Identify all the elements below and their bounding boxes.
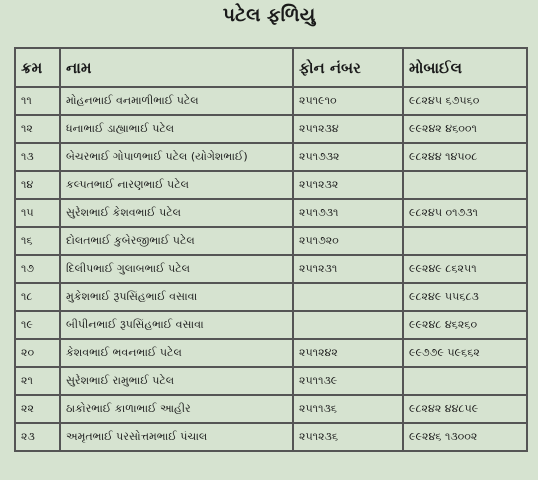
- cell-mobile: ૯૮૨૪૯ ૫૫૬૮૩: [403, 283, 527, 311]
- page-title: પટેલ ફળિયુ: [222, 4, 316, 26]
- table-row: [15, 199, 527, 227]
- table-row: [15, 395, 527, 423]
- cell-name: દિલીપભાઈ ગુલાબભાઈ પટેલ: [60, 255, 293, 283]
- cell-name: દોલતભાઈ કુબેરજીભાઈ પટેલ: [60, 227, 293, 255]
- cell-serial: ૨૩: [15, 423, 60, 451]
- table-row: [15, 143, 527, 171]
- cell-serial: ૧૫: [15, 199, 60, 227]
- table-row: [15, 171, 527, 199]
- cell-serial: ૨૦: [15, 339, 60, 367]
- cell-mobile: ૯૮૨૪૨ ૪૪૮૫૯: [403, 395, 527, 423]
- cell-phone: ૨૫૧૭૩૧: [293, 199, 403, 227]
- cell-name: સુરેશભાઈ કેશવભાઈ પટેલ: [60, 199, 293, 227]
- cell-phone: ૨૫૧૨૩૧: [293, 255, 403, 283]
- cell-serial: ૧૨: [15, 115, 60, 143]
- cell-name: અમૃતભાઈ પરસોત્તમભાઈ પંચાલ: [60, 423, 293, 451]
- cell-name: કેશવભાઈ ભવનભાઈ પટેલ: [60, 339, 293, 367]
- cell-mobile: ૯૯૭૭૯ ૫૯૬૬૨: [403, 339, 527, 367]
- cell-mobile: ૯૮૨૪૫ ૬૭૫૬૦: [403, 87, 527, 115]
- cell-phone: [293, 283, 403, 311]
- cell-phone: ૨૫૧૨૪૨: [293, 339, 403, 367]
- cell-mobile: ૯૯૨૪૬ ૧૩૦૦૨: [403, 423, 527, 451]
- cell-serial: ૨૨: [15, 395, 60, 423]
- table-row: [15, 87, 527, 115]
- cell-name: બેચરભાઈ ગોપાળભાઈ પટેલ (યોગેશભાઈ): [60, 143, 293, 171]
- cell-phone: ૨૫૧૯૧૦: [293, 87, 403, 115]
- cell-serial: ૧૧: [15, 87, 60, 115]
- table-row: [15, 283, 527, 311]
- cell-mobile: ૯૮૨૪૪ ૧૪૫૦૮: [403, 143, 527, 171]
- cell-serial: ૧૮: [15, 283, 60, 311]
- cell-mobile: [403, 171, 527, 199]
- table-row: [15, 423, 527, 451]
- header-serial: ક્રમ: [15, 48, 60, 87]
- cell-serial: ૨૧: [15, 367, 60, 395]
- table-row: [15, 115, 527, 143]
- cell-mobile: ૯૮૨૪૫ ૦૧૭૩૧: [403, 199, 527, 227]
- cell-name: કલ્પતભાઈ નારણભાઈ પટેલ: [60, 171, 293, 199]
- cell-serial: ૧૭: [15, 255, 60, 283]
- cell-mobile: [403, 227, 527, 255]
- cell-mobile: [403, 367, 527, 395]
- cell-name: બીપીનભાઈ રૂપસિંહભાઈ વસાવા: [60, 311, 293, 339]
- cell-phone: ૨૫૧૨૩૪: [293, 115, 403, 143]
- table-row: [15, 255, 527, 283]
- cell-phone: ૨૫૧૭૩૨: [293, 143, 403, 171]
- cell-name: મુકેશભાઈ રૂપસિંહભાઈ વસાવા: [60, 283, 293, 311]
- cell-phone: ૨૫૧૨૩૬: [293, 423, 403, 451]
- cell-phone: ૨૫૧૨૩૨: [293, 171, 403, 199]
- header-name: નામ: [60, 48, 293, 87]
- cell-name: ધનાભાઈ ડાહ્યાભાઈ પટેલ: [60, 115, 293, 143]
- table-row: [15, 311, 527, 339]
- table-row: [15, 367, 527, 395]
- cell-serial: ૧૯: [15, 311, 60, 339]
- header-mobile: મોબાઈલ: [403, 48, 527, 87]
- cell-name: સુરેશભાઈ રામુભાઈ પટેલ: [60, 367, 293, 395]
- table-row: [15, 339, 527, 367]
- cell-phone: ૨૫૧૭૨૦: [293, 227, 403, 255]
- cell-name: ઠાકોરભાઈ કાળાભાઈ આહીર: [60, 395, 293, 423]
- cell-mobile: ૯૯૨૪૮ ૪૬૨૬૦: [403, 311, 527, 339]
- cell-serial: ૧૪: [15, 171, 60, 199]
- cell-phone: ૨૫૧૧૩૬: [293, 395, 403, 423]
- cell-name: મોહનભાઈ વનમાળીભાઈ પટેલ: [60, 87, 293, 115]
- cell-mobile: ૯૯૨૪૨ ૪૬૦૦૧: [403, 115, 527, 143]
- contact-table: [14, 47, 528, 452]
- table-header-row: [15, 48, 527, 87]
- header-phone: ફોન નંબર: [293, 48, 403, 87]
- cell-phone: ૨૫૧૧૩૯: [293, 367, 403, 395]
- cell-serial: ૧૬: [15, 227, 60, 255]
- cell-serial: ૧૩: [15, 143, 60, 171]
- cell-mobile: ૯૯૨૪૯ ૮૬૨૫૧: [403, 255, 527, 283]
- table-row: [15, 227, 527, 255]
- cell-phone: [293, 311, 403, 339]
